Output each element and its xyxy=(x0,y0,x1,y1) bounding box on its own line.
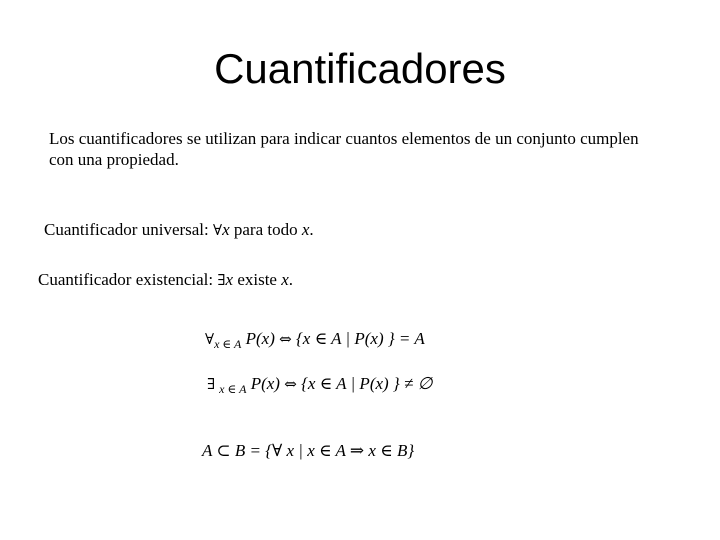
formula-subset xyxy=(202,440,414,462)
exists-set: {x ∈ A | P(x) } xyxy=(301,374,400,393)
existential-end: . xyxy=(288,270,294,289)
universal-var2: x xyxy=(301,220,310,239)
formula-forall xyxy=(205,328,425,351)
subset-lhs: A ⊂ B xyxy=(202,441,246,460)
existential-label: Cuantificador existencial: xyxy=(38,270,214,289)
forall-set: {x ∈ A | P(x) } xyxy=(295,329,395,348)
universal-end: . xyxy=(309,220,314,239)
exists-predicate: P(x) xyxy=(250,374,280,393)
existential-text: existe xyxy=(237,270,277,289)
forall-symbol: ∀ xyxy=(213,221,223,239)
exists-iff: ⇔ xyxy=(284,375,297,393)
existential-var: x xyxy=(225,270,234,289)
slide-title: Cuantificadores xyxy=(214,45,506,92)
universal-var: x xyxy=(222,220,230,239)
forall-relation: = A xyxy=(398,329,425,348)
universal-quantifier-line xyxy=(44,219,314,241)
forall-subscript: x ∈ A xyxy=(214,337,242,351)
intro-paragraph: Los cuantificadores se utilizan para indicar cuantos elementos de un conjunto cumplen con una propiedad. xyxy=(49,129,639,169)
exists-relation: ≠ ∅ xyxy=(403,374,433,393)
formula-exists xyxy=(207,373,432,396)
forall-predicate: P(x) xyxy=(245,329,275,348)
forall-quantifier: ∀ xyxy=(205,330,215,348)
exists-quantifier: ∃ xyxy=(207,375,216,393)
existential-quantifier-line xyxy=(38,269,293,291)
exists-subscript: x ∈ A xyxy=(219,382,247,396)
universal-label: Cuantificador universal: xyxy=(44,220,209,239)
existential-var2: x xyxy=(281,270,289,289)
subset-rhs: = {∀ x | x ∈ A ⇒ x ∈ B} xyxy=(249,441,415,460)
universal-text: para todo xyxy=(233,220,298,239)
exists-symbol: ∃ xyxy=(217,271,226,289)
forall-iff: ⇔ xyxy=(279,330,292,348)
